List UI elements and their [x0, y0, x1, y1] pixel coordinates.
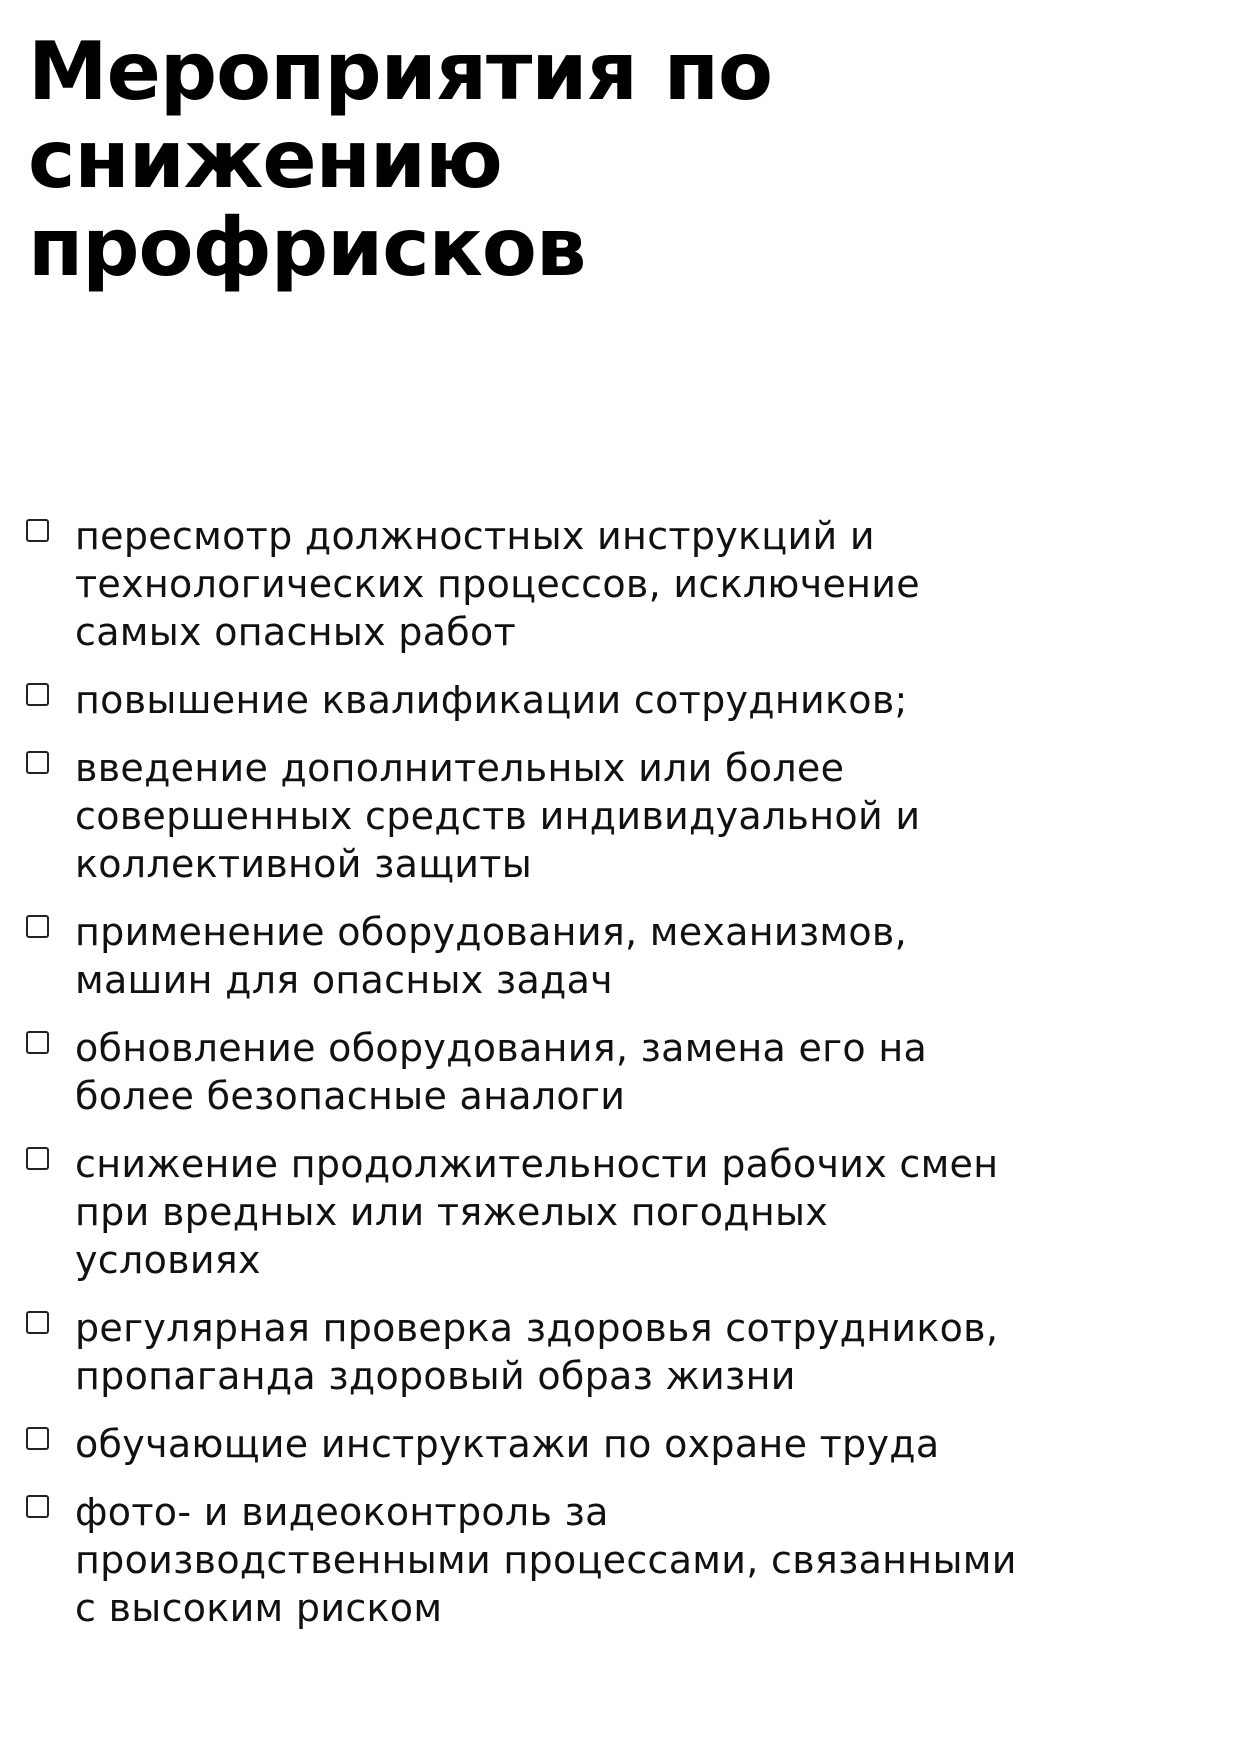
page-title — [28, 25, 1028, 294]
checklist-item — [26, 1304, 1026, 1400]
checkbox-icon[interactable] — [26, 751, 49, 774]
checklist-item-text: обновление оборудования, замена его на более безопасные аналоги — [75, 1026, 928, 1118]
checkbox-icon[interactable] — [26, 1427, 49, 1450]
checkbox-icon[interactable] — [26, 683, 49, 706]
title-line: профрисков — [28, 201, 586, 294]
title-line: снижению — [28, 113, 502, 206]
checkbox-icon[interactable] — [26, 1311, 49, 1334]
checkbox-icon[interactable] — [26, 915, 49, 938]
checklist-item — [26, 1488, 1026, 1632]
checkbox-icon[interactable] — [26, 1495, 49, 1518]
checklist-item-text: регулярная проверка здоровья сотрудников, пропаганда здоровый образ жизни — [75, 1306, 999, 1398]
checklist-item — [26, 512, 1026, 656]
checklist-item-text: повышение квалификации сотрудников; — [75, 678, 908, 722]
checklist-item-text: введение дополнительных или более совершенных средств индивидуальной и коллективной защиты — [75, 746, 921, 886]
measures-checklist — [26, 512, 1026, 1652]
checklist-item — [26, 1420, 1026, 1468]
checklist-item-text: обучающие инструктажи по охране труда — [75, 1422, 940, 1466]
checklist-item-text: фото- и видеоконтроль за производственными процессами, связанными с высоким риском — [75, 1490, 1017, 1630]
checkbox-icon[interactable] — [26, 1147, 49, 1170]
checklist-item — [26, 744, 1026, 888]
checklist-item — [26, 676, 1026, 724]
checkbox-icon[interactable] — [26, 1031, 49, 1054]
checklist-item — [26, 1024, 1026, 1120]
checkbox-icon[interactable] — [26, 519, 49, 542]
checklist-item — [26, 1140, 1026, 1284]
checklist-item-text: снижение продолжительности рабочих смен при вредных или тяжелых погодных условиях — [75, 1142, 999, 1282]
checklist-item-text: пересмотр должностных инструкций и технологических процессов, исключение самых опасных работ — [75, 514, 920, 654]
checklist-item — [26, 908, 1026, 1004]
checklist-item-text: применение оборудования, механизмов, машин для опасных задач — [75, 910, 907, 1002]
title-line: Мероприятия по — [28, 25, 772, 118]
